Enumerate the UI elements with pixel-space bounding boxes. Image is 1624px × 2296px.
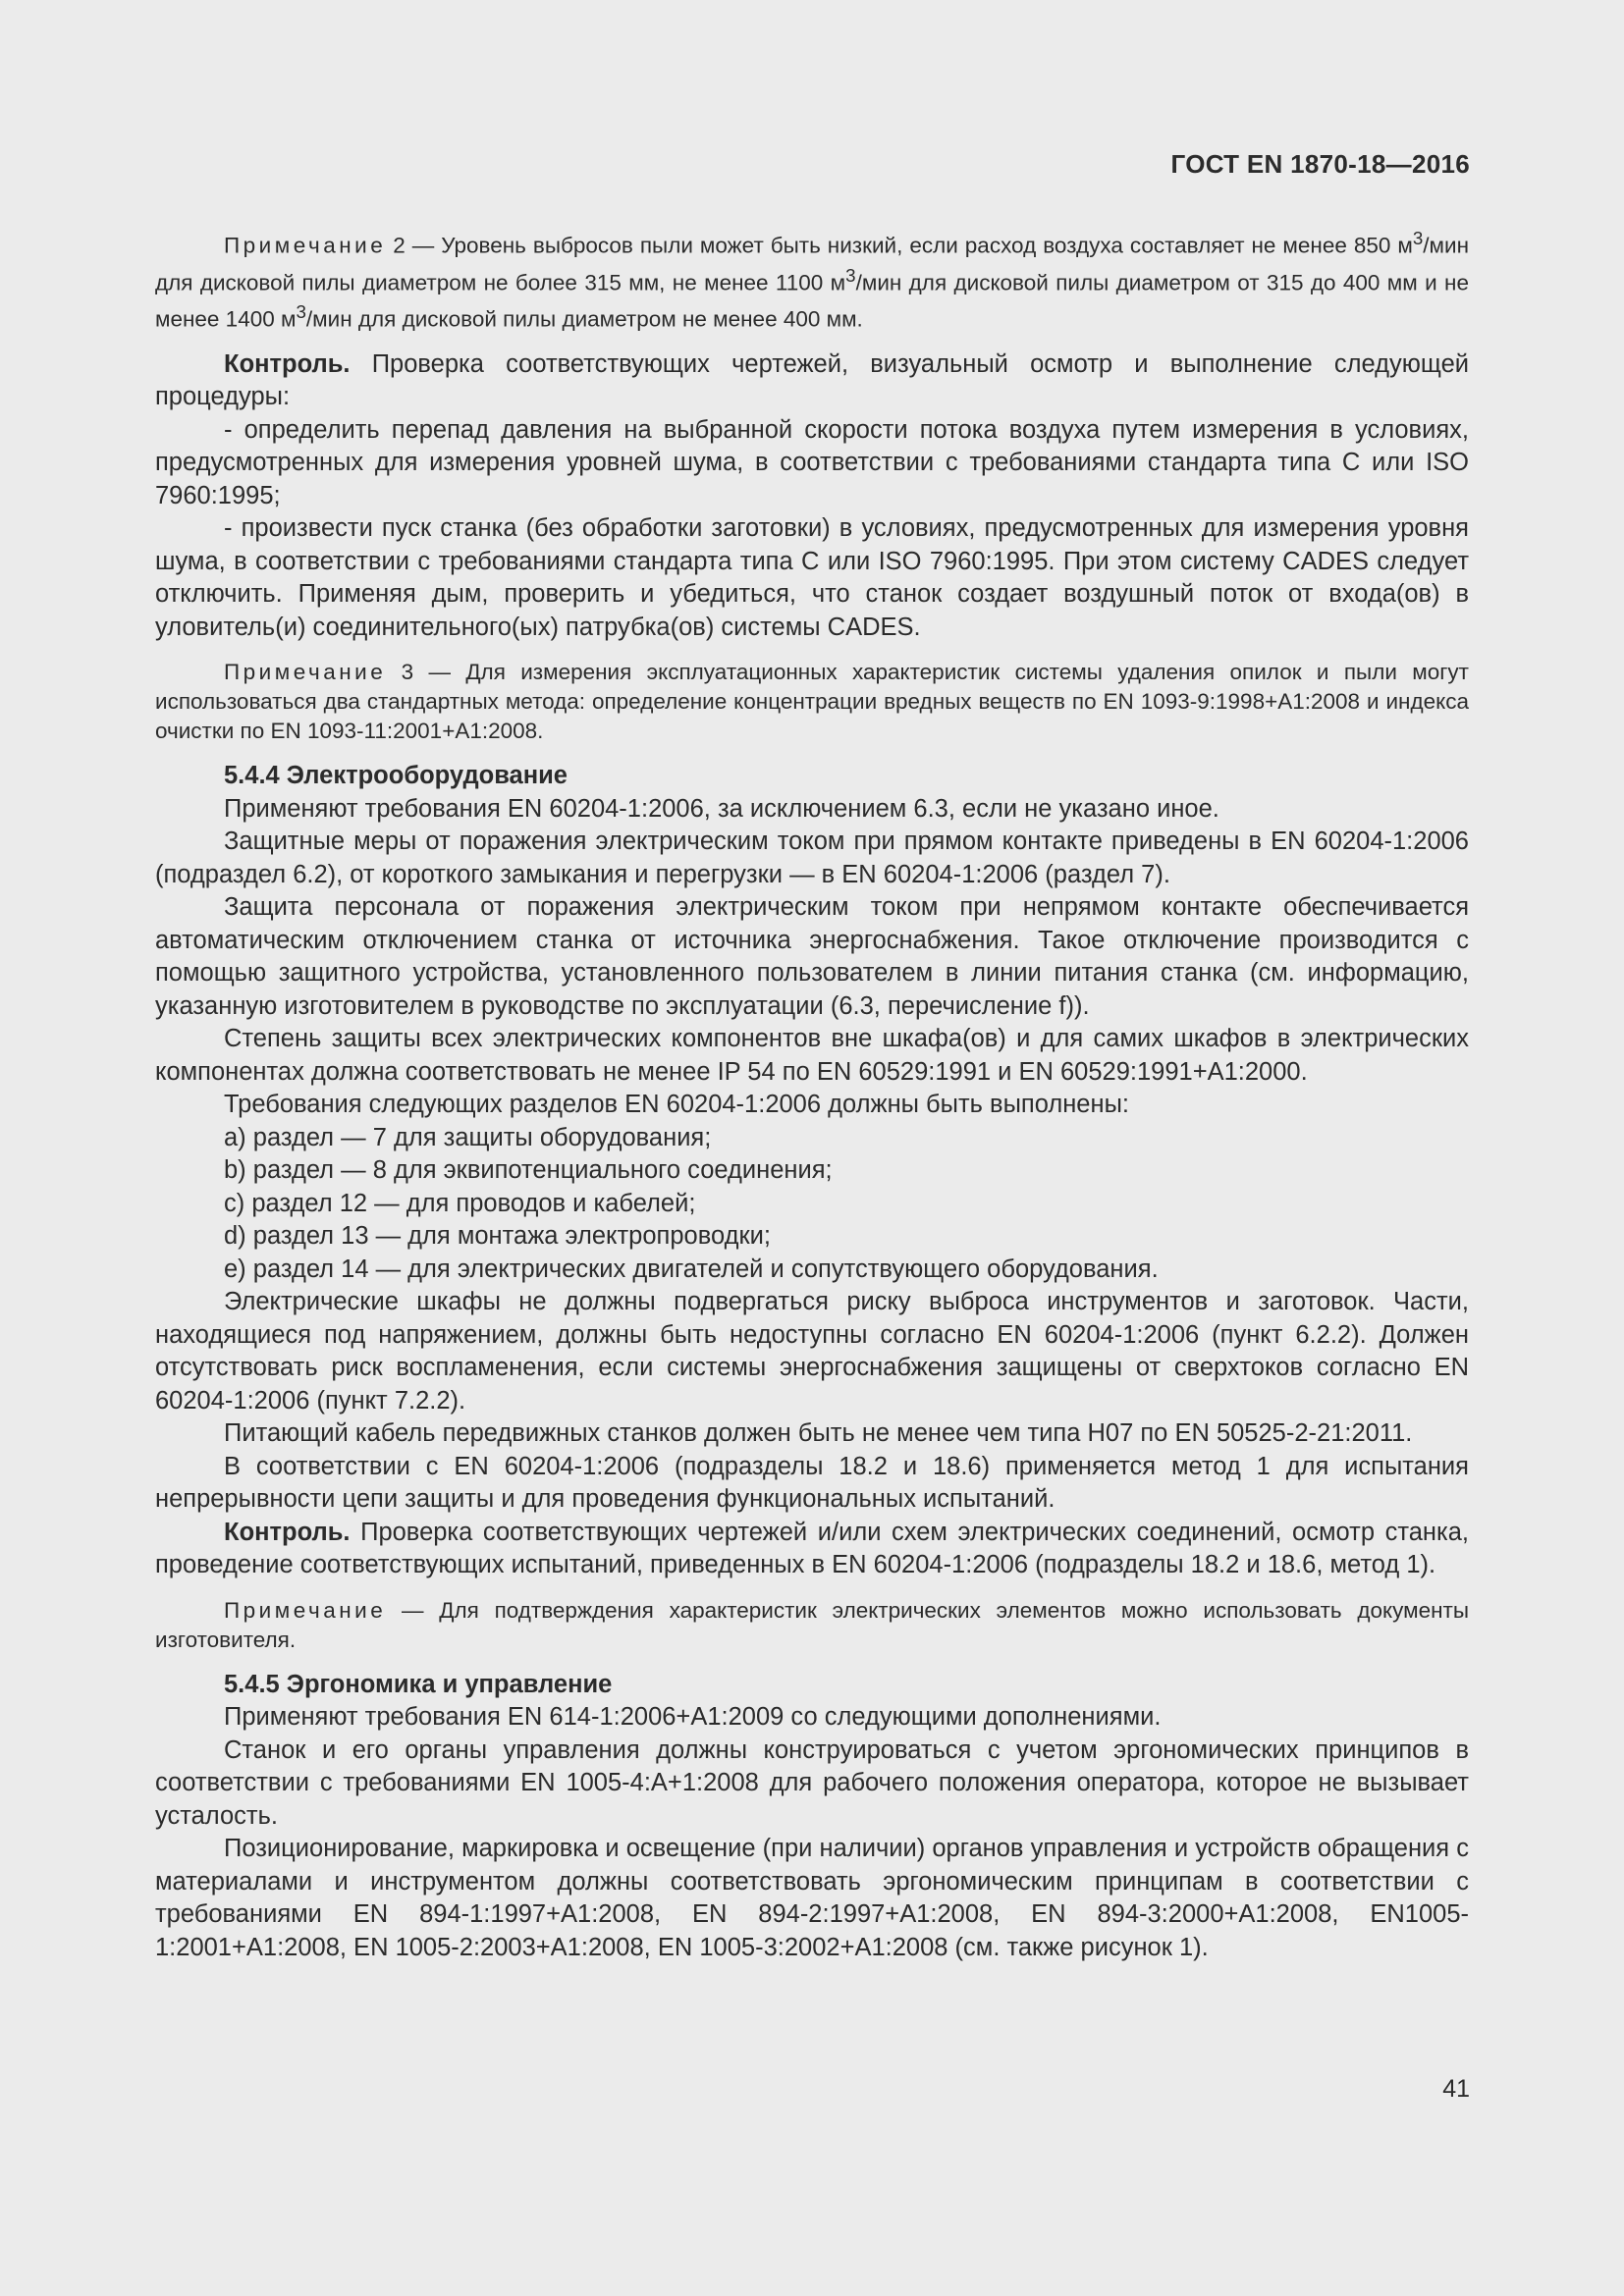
- list-item: d) раздел 13 — для монтажа электропроводки;: [224, 1222, 771, 1250]
- procedure-item: - определить перепад давления на выбранной скорости потока воздуха путем измерения в условиях, предусмотренных для измерения уровней шума, в соответствии с требованиями стандарта типа C или ISO 7960:1995;: [155, 415, 1469, 509]
- note-2: Примечание 2 — Уровень выбросов пыли может быть низкий, если расход воздуха составляет не менее 850 $м^3$/мин для дисковой пилы диаметром не более 315 мм, не менее 1100 $м^3$/мин для дисковой пилы диаметром от 315 до 400 мм и не менее 1400 $м^3$/мин для дисковой пилы диаметром не менее 400 мм.: [155, 228, 1469, 332]
- page-body: [155, 224, 1469, 1964]
- page-number: 41: [1442, 2075, 1470, 2103]
- paragraph: Защитные меры от поражения электрическим током при прямом контакте приведены в EN 60204-1:2006 (подраздел 6.2), от короткого замыкания и перегрузки — в EN 60204-1:2006 (раздел 7).: [155, 828, 1469, 888]
- paragraph: Применяют требования EN 60204-1:2006, за исключением 6.3, если не указано иное.: [224, 794, 1219, 823]
- procedure-item: - произвести пуск станка (без обработки заготовки) в условиях, предусмотренных для измерения уровня шума, в соответствии с требованиями стандарта типа C или ISO 7960:1995. При этом систему CADES следует отключить. Применяя дым, проверить и убедиться, что станок создает воздушный поток от входа(ов) в уловитель(и) соединительного(ых) патрубка(ов) системы CADES.: [155, 514, 1469, 641]
- list-item: e) раздел 14 — для электрических двигателей и сопутствующего оборудования.: [224, 1255, 1159, 1283]
- paragraph: В соответствии с EN 60204-1:2006 (подразделы 18.2 и 18.6) применяется метод 1 для испытания непрерывности цепи защиты и для проведения функциональных испытаний.: [155, 1452, 1469, 1513]
- document-id: ГОСТ EN 1870-18—2016: [1170, 149, 1470, 179]
- paragraph: Питающий кабель передвижных станков должен быть не менее чем типа H07 по EN 50525-2-21:2011.: [224, 1419, 1413, 1447]
- paragraph: Защита персонала от поражения электрическим током при непрямом контакте обеспечивается автоматическим отключением станка от источника энергоснабжения. Такое отключение производится с помощью защитного устройства, установленного пользователем в линии питания станка (см. информацию, указанную изготовителем в руководстве по эксплуатации (6.3, перечисление f)).: [155, 893, 1469, 1020]
- control-paragraph: Контроль. Проверка соответствующих чертежей и/или схем электрических соединений, осмотр станка, проведение соответствующих испытаний, приведенных в EN 60204-1:2006 (подразделы 18.2 и 18.6, метод 1).: [155, 1518, 1469, 1578]
- list-item: b) раздел — 8 для эквипотенциального соединения;: [224, 1156, 833, 1184]
- list-item: a) раздел — 7 для защиты оборудования;: [224, 1123, 712, 1151]
- paragraph: Применяют требования EN 614-1:2006+A1:2009 со следующими дополнениями.: [224, 1703, 1162, 1731]
- paragraph: Требования следующих разделов EN 60204-1:2006 должны быть выполнены:: [224, 1091, 1129, 1118]
- paragraph: Электрические шкафы не должны подвергаться риску выброса инструментов и заготовок. Части, находящиеся под напряжением, должны быть недоступны согласно EN 60204-1:2006 (пункт 6.2.2). Должен отсутствовать риск воспламенения, если системы энергоснабжения защищены от сверхтоков согласно EN 60204-1:2006 (пункт 7.2.2).: [155, 1288, 1469, 1415]
- section-heading-5-4-4: 5.4.4 Электрооборудование: [224, 762, 568, 789]
- paragraph: Степень защиты всех электрических компонентов вне шкафа(ов) и для самих шкафов в электрических компонентах должна соответствовать не менее IP 54 по EN 60529:1991 и EN 60529:1991+A1:2000.: [155, 1025, 1469, 1086]
- note: Примечание — Для подтверждения характеристик электрических элементов можно использовать документы изготовителя.: [155, 1597, 1469, 1652]
- control-paragraph: Контроль. Проверка соответствующих чертежей, визуальный осмотр и выполнение следующей процедуры:: [155, 349, 1469, 410]
- section-heading-5-4-5: 5.4.5 Эргономика и управление: [224, 1670, 613, 1698]
- paragraph: Станок и его органы управления должны конструироваться с учетом эргономических принципов в соответствии с требованиями EN 1005-4:A+1:2008 для рабочего положения оператора, которое не вызывает усталость.: [155, 1735, 1469, 1830]
- note-2-label: Примечание: [224, 233, 387, 258]
- list-item: c) раздел 12 — для проводов и кабелей;: [224, 1189, 696, 1217]
- note-label: Примечание: [224, 1597, 387, 1623]
- note-3: Примечание 3 — Для измерения эксплуатационных характеристик системы удаления опилок и пыли могут использоваться два стандартных метода: определение концентрации вредных веществ по EN 1093-9:1998+A1:2008 и индекса очистки по EN 1093-11:2001+A1:2008.: [155, 660, 1469, 743]
- note-3-label: Примечание: [224, 660, 387, 684]
- paragraph: Позиционирование, маркировка и освещение (при наличии) органов управления и устройств обращения с материалами и инструментом должны соответствовать эргономическим принципам в соответствии с требованиями EN 894-1:1997+A1:2008, EN 894-2:1997+A1:2008, EN 894-3:2000+A1:2008, EN1005-1:2001+A1:2008, EN 1005-2:2003+A1:2008, EN 1005-3:2002+A1:2008 (см. также рисунок 1).: [155, 1835, 1469, 1961]
